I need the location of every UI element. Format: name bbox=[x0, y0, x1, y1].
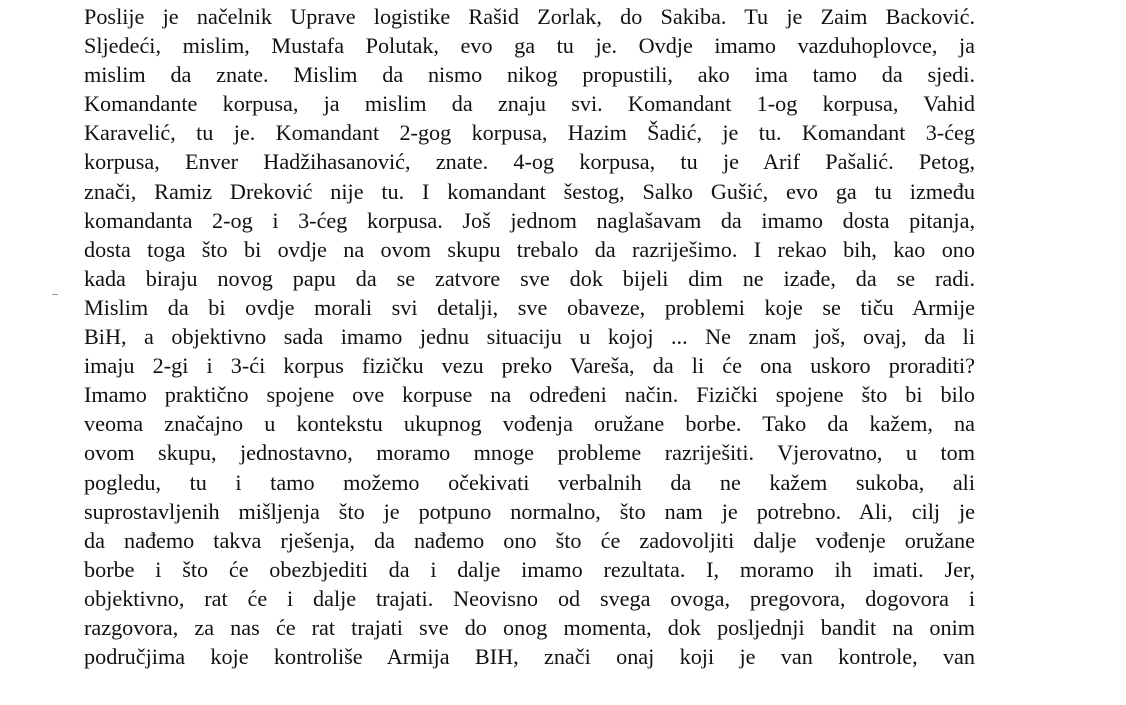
text-line-8: komandanta 2-og i 3-ćeg korpusa. Još jednom naglašavam da imamo dosta pitanja, bbox=[84, 207, 975, 233]
text-line-22: razgovora, za nas će rat trajati sve do onog momenta, dok posljednji bandit na onim bbox=[84, 614, 975, 640]
text-line-2: Sljedeći, mislim, Mustafa Polutak, evo ga tu je. Ovdje imamo vazduhoplovce, ja bbox=[84, 33, 975, 59]
text-line-3: mislim da znate. Mislim da nismo nikog propustili, ako ima tamo da sjedi. bbox=[84, 62, 975, 88]
text-line-12: BiH, a objektivno sada imamo jednu situaciju u kojoj ... Ne znam još, ovaj, da li bbox=[84, 324, 975, 350]
text-line-5: Karavelić, tu je. Komandant 2-gog korpusa, Hazim Šadić, je tu. Komandant 3-ćeg bbox=[84, 120, 975, 146]
text-line-20: borbe i što će obezbjediti da i dalje imamo rezultata. I, moramo ih imati. Jer, bbox=[84, 556, 975, 582]
text-line-9: dosta toga što bi ovdje na ovom skupu trebalo da razriješimo. I rekao bih, kao ono bbox=[84, 236, 975, 262]
text-line-23: područjima koje kontroliše Armija BIH, znači onaj koji je van kontrole, van bbox=[84, 644, 975, 670]
text-line-17: pogledu, tu i tamo možemo očekivati verbalnih da ne kažem sukoba, ali bbox=[84, 469, 975, 495]
text-line-14: Imamo praktično spojene ove korpuse na određeni način. Fizički spojene što bi bilo bbox=[84, 382, 975, 408]
text-line-18: suprostavljenih mišljenja što je potpuno normalno, što nam je potrebno. Ali, cilj je bbox=[84, 498, 975, 524]
margin-mark bbox=[52, 294, 58, 295]
transcript-paragraph bbox=[84, 2, 975, 671]
text-line-13: imaju 2-gi i 3-ći korpus fizičku vezu preko Vareša, da li će ona uskoro proraditi? bbox=[84, 353, 975, 379]
text-line-21: objektivno, rat će i dalje trajati. Neovisno od svega ovoga, pregovora, dogovora i bbox=[84, 585, 975, 611]
text-line-10: kada biraju novog papu da se zatvore sve dok bijeli dim ne izađe, da se radi. bbox=[84, 265, 975, 291]
text-line-1: Poslije je načelnik Uprave logistike Rašid Zorlak, do Sakiba. Tu je Zaim Backović. bbox=[84, 4, 975, 29]
text-line-19: da nađemo takva rješenja, da nađemo ono što će zadovoljiti dalje vođenje oružane bbox=[84, 527, 975, 553]
text-line-15: veoma značajno u kontekstu ukupnog vođenja oružane borbe. Tako da kažem, na bbox=[84, 411, 975, 437]
text-line-16: ovom skupu, jednostavno, moramo mnoge probleme razriješiti. Vjerovatno, u tom bbox=[84, 440, 975, 466]
text-line-4: Komandante korpusa, ja mislim da znaju svi. Komandant 1-og korpusa, Vahid bbox=[84, 91, 975, 117]
text-line-11: Mislim da bi ovdje morali svi detalji, sve obaveze, problemi koje se tiču Armije bbox=[84, 294, 975, 320]
document-page bbox=[84, 0, 975, 705]
text-line-7: znači, Ramiz Dreković nije tu. I komandant šestog, Salko Gušić, evo ga tu između bbox=[84, 178, 975, 204]
text-line-6: korpusa, Enver Hadžihasanović, znate. 4-og korpusa, tu je Arif Pašalić. Petog, bbox=[84, 149, 975, 175]
